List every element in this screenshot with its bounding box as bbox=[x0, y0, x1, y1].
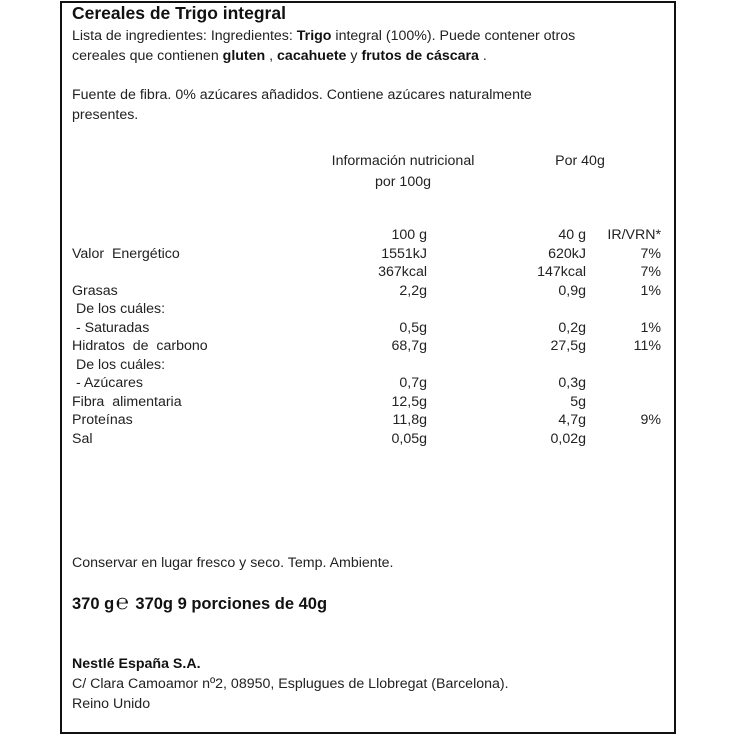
product-title: Cereales de Trigo integral bbox=[72, 3, 286, 23]
allergen-gluten: gluten bbox=[222, 48, 266, 64]
separator: y bbox=[346, 48, 362, 64]
value-per-100g: 2,2g bbox=[399, 282, 427, 299]
company-address: C/ Clara Camoamor nº2, 08950, Esplugues de Llobregat (Barcelona). bbox=[72, 676, 509, 692]
column-header-100g: 100 g bbox=[391, 227, 427, 243]
header-per-100g-line-2: por 100g bbox=[374, 174, 431, 190]
nutrient-label: Valor Energético bbox=[72, 245, 180, 262]
ir-vrn-percent: 9% bbox=[640, 412, 661, 428]
nutrition-row bbox=[0, 301, 735, 320]
portions-info: 370g 9 porciones de 40g bbox=[130, 595, 328, 613]
separator: , bbox=[265, 48, 278, 64]
value-per-100g: 1551kJ bbox=[381, 245, 427, 262]
ingredients-line-2 bbox=[72, 46, 575, 66]
value-per-40g: 0,9g bbox=[558, 282, 586, 299]
nutrition-claims bbox=[72, 85, 532, 125]
ir-vrn-percent: 1% bbox=[640, 282, 661, 299]
nutrient-label: Sal bbox=[72, 430, 93, 447]
nutrition-row bbox=[0, 412, 735, 431]
estimated-sign-icon: ℮ bbox=[115, 591, 130, 614]
nutrient-label: De los cuáles: bbox=[72, 301, 166, 317]
value-per-40g: 620kJ bbox=[548, 245, 586, 262]
nutrient-label: Hidratos de carbono bbox=[72, 338, 208, 354]
nutrition-row bbox=[0, 357, 735, 376]
value-per-100g: 12,5g bbox=[391, 393, 427, 410]
allergen-intro: cereales que contienen bbox=[72, 48, 223, 64]
value-per-40g: 0,3g bbox=[558, 375, 586, 391]
value-per-100g: 68,7g bbox=[391, 338, 427, 354]
nutrition-row bbox=[0, 246, 735, 265]
value-per-40g: 147kcal bbox=[537, 264, 586, 280]
nutrient-label: Proteínas bbox=[72, 412, 133, 428]
nutrition-row bbox=[0, 338, 735, 357]
ir-vrn-percent: 1% bbox=[640, 319, 661, 336]
header-per-100g bbox=[303, 151, 503, 193]
value-per-100g: 0,7g bbox=[399, 375, 427, 391]
value-per-100g: 0,5g bbox=[399, 319, 427, 336]
value-per-40g: 27,5g bbox=[550, 338, 586, 354]
header-per-40g: Por 40g bbox=[555, 153, 605, 169]
value-per-40g: 4,7g bbox=[558, 412, 586, 428]
ir-vrn-percent: 11% bbox=[633, 338, 661, 354]
value-per-40g: 0,2g bbox=[558, 319, 586, 336]
claims-line-1: Fuente de fibra. 0% azúcares añadidos. Contiene azúcares naturalmente bbox=[72, 87, 532, 103]
nutrition-row bbox=[0, 264, 735, 283]
column-header-40g: 40 g bbox=[558, 227, 586, 243]
header-per-100g-line-1: Información nutricional bbox=[331, 153, 475, 169]
separator: . bbox=[478, 48, 487, 64]
nutrient-label: Grasas bbox=[72, 282, 118, 299]
net-weight-value: 370 g bbox=[72, 595, 115, 613]
company-name: Nestlé España S.A. bbox=[72, 656, 201, 672]
ingredients-prefix: Lista de ingredientes: Ingredientes: bbox=[72, 28, 297, 44]
nutrient-label: - Azúcares bbox=[72, 375, 143, 391]
value-per-100g: 11,8g bbox=[392, 412, 427, 428]
nutrition-row bbox=[0, 431, 735, 450]
nutrition-row bbox=[0, 375, 735, 394]
claims-line-2: presentes. bbox=[72, 107, 139, 123]
nutrition-row bbox=[0, 283, 735, 302]
allergen-peanut: cacahuete bbox=[277, 48, 347, 64]
nutrient-label: - Saturadas bbox=[72, 319, 150, 336]
allergen-nuts: frutos de cáscara bbox=[361, 48, 479, 64]
value-per-100g: 0,05g bbox=[391, 430, 427, 447]
column-header-ir-vrn: IR/VRN* bbox=[607, 227, 661, 243]
ir-vrn-percent: 7% bbox=[640, 264, 661, 280]
net-weight bbox=[72, 591, 328, 614]
value-per-40g: 5g bbox=[570, 393, 586, 410]
ingredients-list bbox=[72, 26, 575, 66]
nutrient-label: De los cuáles: bbox=[72, 356, 166, 373]
company-country: Reino Unido bbox=[72, 696, 151, 712]
value-per-40g: 0,02g bbox=[550, 430, 586, 447]
ir-vrn-percent: 7% bbox=[640, 245, 661, 262]
storage-instructions: Conservar en lugar fresco y seco. Temp. Ambiente. bbox=[72, 555, 394, 571]
ingredient-highlight: Trigo bbox=[296, 28, 332, 44]
company-info bbox=[72, 654, 509, 714]
ingredients-line-1 bbox=[72, 26, 575, 46]
column-headers bbox=[0, 227, 735, 246]
ingredients-suffix: integral (100%). Puede contener otros bbox=[331, 28, 576, 44]
nutrition-row bbox=[0, 320, 735, 339]
nutrient-label: Fibra alimentaria bbox=[72, 393, 182, 410]
nutrition-row bbox=[0, 394, 735, 413]
value-per-100g: 367kcal bbox=[378, 264, 427, 280]
